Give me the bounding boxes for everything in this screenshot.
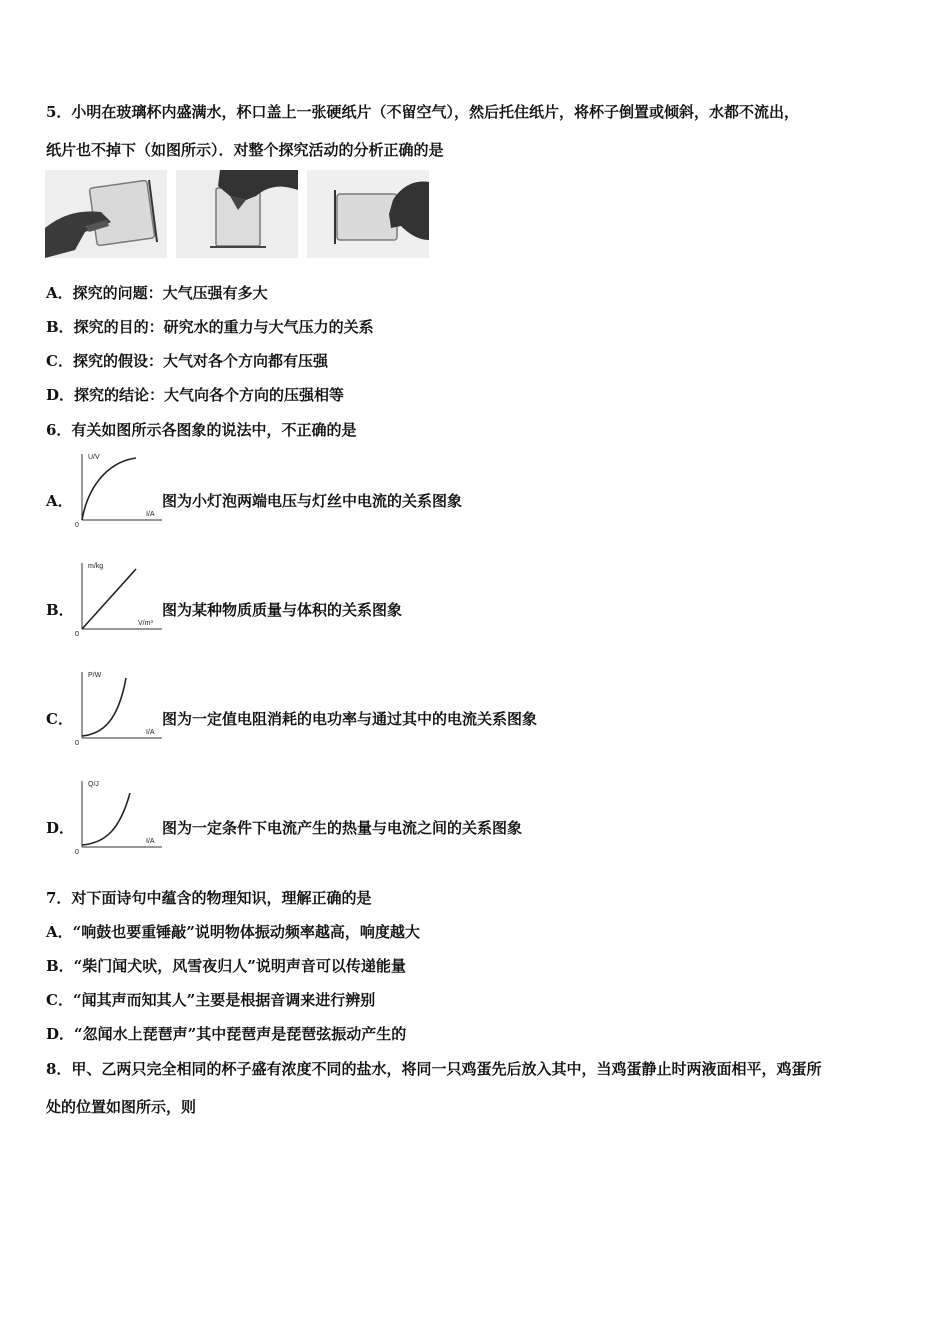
option-description: 图为一定条件下电流产生的热量与电流之间的关系图象: [162, 819, 523, 837]
x-axis-label: I/A: [146, 729, 155, 736]
option-letter: D．: [46, 819, 75, 837]
photo-sideways-glass: [307, 170, 429, 258]
option-letter: A．: [46, 492, 73, 510]
photo-inverted-glass: [176, 170, 298, 258]
q7-option-a: A．“响鼓也要重锤敲”说明物体振动频率越高，响度越大: [46, 923, 420, 941]
y-axis-label: P/W: [88, 672, 102, 679]
origin-label: 0: [75, 631, 79, 638]
q7-option-b: B．“柴门闻犬吠，风雪夜归人”说明声音可以传递能量: [46, 957, 406, 975]
option-description: 图为小灯泡两端电压与灯丝中电流的关系图象: [162, 492, 463, 510]
graph-q-i: [74, 777, 164, 857]
x-axis-label: I/A: [146, 511, 155, 518]
q5-option-a: A．探究的问题：大气压强有多大: [46, 284, 268, 302]
x-axis-label: V/m³: [138, 620, 153, 627]
origin-label: 0: [75, 522, 79, 529]
q5-option-d: D．探究的结论：大气向各个方向的压强相等: [46, 386, 345, 404]
origin-label: 0: [75, 849, 79, 856]
q6-option-a: [46, 450, 646, 550]
graph-p-i: [74, 668, 164, 748]
graph-m-v: [74, 559, 164, 639]
q6-option-c: [46, 668, 646, 768]
q5-photos: [45, 170, 435, 260]
option-description: 图为一定值电阻消耗的电功率与通过其中的电流关系图象: [162, 710, 538, 728]
q7-option-c: C．“闻其声而知其人”主要是根据音调来进行辨别: [46, 991, 376, 1009]
y-axis-label: U/V: [88, 454, 100, 461]
q6-option-d: [46, 777, 646, 877]
y-axis-label: m/kg: [88, 563, 104, 570]
option-description: 图为某种物质质量与体积的关系图象: [162, 601, 403, 619]
option-letter: B．: [46, 601, 74, 619]
q5-stem-line2: 纸片也不掉下（如图所示）．对整个探究活动的分析正确的是: [46, 141, 444, 159]
q8-stem-line2: 处的位置如图所示，则: [46, 1098, 197, 1116]
q5-option-c: C．探究的假设：大气对各个方向都有压强: [46, 352, 328, 370]
q7-option-d: D．“忽闻水上琵琶声”其中琵琶声是琵琶弦振动产生的: [46, 1025, 407, 1043]
origin-label: 0: [75, 740, 79, 747]
y-axis-label: Q/J: [88, 781, 99, 788]
photo-tilted-glass: [45, 170, 167, 258]
graph-u-i: [74, 450, 164, 530]
q5-option-b: B．探究的目的：研究水的重力与大气压力的关系: [46, 318, 374, 336]
q8-stem-line1: 8．甲、乙两只完全相同的杯子盛有浓度不同的盐水，将同一只鸡蛋先后放入其中，当鸡蛋静止时两液面相平，鸡蛋所: [46, 1060, 822, 1078]
x-axis-label: I/A: [146, 838, 155, 845]
q6-stem: 6．有关如图所示各图象的说法中，不正确的是: [46, 421, 357, 439]
q7-stem: 7．对下面诗句中蕴含的物理知识，理解正确的是: [46, 889, 372, 907]
option-letter: C．: [46, 710, 73, 728]
q5-stem-line1: 5．小明在玻璃杯内盛满水，杯口盖上一张硬纸片（不留空气），然后托住纸片，将杯子倒置或倾斜，水都不流出，: [46, 103, 799, 121]
q6-option-b: [46, 559, 646, 659]
